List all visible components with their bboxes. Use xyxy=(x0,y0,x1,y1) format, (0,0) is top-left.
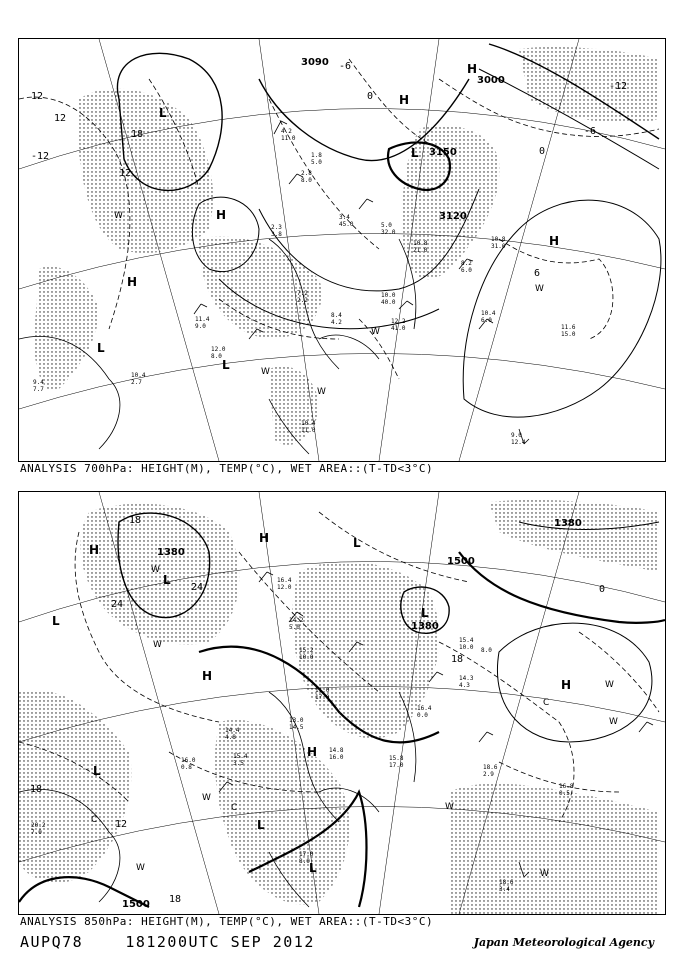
station-value: 4.8 xyxy=(225,734,236,741)
station-value: 9.0 xyxy=(511,432,522,439)
height-label: 3000 xyxy=(477,75,505,86)
wet-marker: W xyxy=(153,640,162,650)
wet-marker: W xyxy=(261,367,270,377)
station-value: 10.0 xyxy=(459,644,474,651)
isotherm-label: -6 xyxy=(339,61,352,72)
station-value: 0.5 xyxy=(559,790,570,797)
map-700hpa-svg xyxy=(19,39,665,461)
height-label: 1500 xyxy=(447,556,475,567)
height-label: 3120 xyxy=(439,211,467,222)
isotherm-label: 0 xyxy=(367,91,374,102)
product-code: AUPQ78 xyxy=(20,933,84,951)
isotherm-label: -6 xyxy=(584,126,597,137)
station-value: 10.4 xyxy=(131,372,146,379)
station-value: 14.2 xyxy=(289,617,304,624)
station-value: 16.0 xyxy=(181,757,196,764)
low-pressure-center: L xyxy=(97,341,105,355)
isotherm-label: 18 xyxy=(131,129,144,140)
station-value: 9.4 xyxy=(33,379,44,386)
station-value: 6.0 xyxy=(461,267,472,274)
isotherm-label: 0 xyxy=(599,584,606,595)
station-value: 15.2 xyxy=(299,647,314,654)
isotherm-label: -12 xyxy=(609,81,628,92)
station-value: 45.0 xyxy=(339,221,354,228)
station-value: 1.8 xyxy=(311,152,322,159)
high-pressure-center: H xyxy=(467,62,478,76)
station-value: 12.4 xyxy=(511,439,526,446)
station-value: 15.4 xyxy=(233,753,248,760)
product-header xyxy=(20,933,315,951)
station-value: 41.0 xyxy=(391,325,406,332)
wet-marker: W xyxy=(535,284,544,294)
high-pressure-center: H xyxy=(307,745,318,759)
station-value: 10.8 xyxy=(413,240,428,247)
wet-marker: C xyxy=(543,698,550,708)
height-label: 1380 xyxy=(554,518,582,529)
station-value: 17.0 xyxy=(315,694,330,701)
low-pressure-center: L xyxy=(309,861,317,875)
map-850hpa-svg xyxy=(19,492,665,914)
station-value: 14.8 xyxy=(329,747,344,754)
station-value: 9.0 xyxy=(195,323,206,330)
station-value: 16.4 xyxy=(417,705,432,712)
isotherm-label: 12 xyxy=(119,168,132,179)
station-value: 11.0 xyxy=(281,135,296,142)
high-pressure-center: H xyxy=(259,531,270,545)
station-value: 0.8 xyxy=(181,764,192,771)
station-value: 8.0 xyxy=(301,177,312,184)
caption-700hpa: ANALYSIS 700hPa: HEIGHT(M), TEMP(°C), WET AREA::(T-TD<3°C) xyxy=(20,462,434,475)
map-panel-850hpa xyxy=(18,491,666,915)
wet-marker: W xyxy=(151,565,160,575)
wet-marker: W xyxy=(605,680,614,690)
station-value: 14.4 xyxy=(225,727,240,734)
wet-marker: W xyxy=(445,802,454,812)
wet-marker: W xyxy=(540,869,549,879)
station-value: 4.2 xyxy=(281,128,292,135)
station-value: 20.2 xyxy=(31,822,46,829)
station-value: 14.5 xyxy=(289,724,304,731)
wet-marker: W xyxy=(317,387,326,397)
wet-marker: C xyxy=(231,803,238,813)
height-label: 3150 xyxy=(429,147,457,158)
high-pressure-center: H xyxy=(202,669,213,683)
isotherm-label: 12 xyxy=(31,91,44,102)
station-value: 10.0 xyxy=(299,654,314,661)
low-pressure-center: L xyxy=(159,106,167,120)
low-pressure-center: L xyxy=(93,764,101,778)
high-pressure-center: H xyxy=(216,208,227,222)
station-value: 10.0 xyxy=(381,292,396,299)
station-value: 5.0 xyxy=(311,159,322,166)
isotherm-label: 24 xyxy=(111,599,124,610)
isotherm-label: 0 xyxy=(539,146,546,157)
high-pressure-center: H xyxy=(127,275,138,289)
station-value: 18.6 xyxy=(499,879,514,886)
station-value: 8.0 xyxy=(299,858,310,865)
station-value: 11.0 xyxy=(315,687,330,694)
station-value: 11.4 xyxy=(195,316,210,323)
high-pressure-center: H xyxy=(549,234,560,248)
station-value: 8.4 xyxy=(331,312,342,319)
station-value: 10.4 xyxy=(481,310,496,317)
station-value: 18.6 xyxy=(483,764,498,771)
isotherm-label: -12 xyxy=(31,151,50,162)
station-value: 12.0 xyxy=(211,346,226,353)
station-value: 16.4 xyxy=(277,577,292,584)
height-label: 1500 xyxy=(122,899,150,910)
station-value: 3.4 xyxy=(339,214,350,221)
station-value: 14.3 xyxy=(459,675,474,682)
wet-marker: W xyxy=(609,717,618,727)
height-label: 3090 xyxy=(301,57,329,68)
station-value: 7.7 xyxy=(33,386,44,393)
station-value: 13.0 xyxy=(289,717,304,724)
station-value: 15.0 xyxy=(561,331,576,338)
station-value: 2.3 xyxy=(271,224,282,231)
station-value: 12.2 xyxy=(391,318,406,325)
station-value: 0.0 xyxy=(417,712,428,719)
isotherm-label: 12 xyxy=(115,819,128,830)
isotherm-label: 18 xyxy=(30,784,43,795)
station-value: 10.8 xyxy=(491,236,506,243)
station-value: 2.7 xyxy=(131,379,142,386)
station-value: 6.0 xyxy=(481,317,492,324)
isotherm-label: 12 xyxy=(54,113,67,124)
station-value: 16.8 xyxy=(559,783,574,790)
station-value: 7.0 xyxy=(31,829,42,836)
low-pressure-center: L xyxy=(257,818,265,832)
height-label: 1380 xyxy=(157,547,185,558)
station-value: 2.8 xyxy=(301,170,312,177)
wet-marker: W xyxy=(136,863,145,873)
station-value: 2.9 xyxy=(483,771,494,778)
wet-areas xyxy=(34,47,659,445)
height-label: 1380 xyxy=(411,621,439,632)
station-value: 15.4 xyxy=(459,637,474,644)
isotherm-label: 18 xyxy=(129,515,142,526)
station-value: 17.0 xyxy=(299,851,314,858)
low-pressure-center: L xyxy=(222,358,230,372)
station-value: 8.0 xyxy=(211,353,222,360)
low-pressure-center: L xyxy=(52,614,60,628)
station-value: 16.0 xyxy=(329,754,344,761)
isotherm-label: 18 xyxy=(169,894,182,905)
low-pressure-center: L xyxy=(353,536,361,550)
station-value: 3.5 xyxy=(233,760,244,767)
station-value: 5.0 xyxy=(289,624,300,631)
low-pressure-center: L xyxy=(411,146,419,160)
high-pressure-center: H xyxy=(89,543,100,557)
station-value: 8.2 xyxy=(461,260,472,267)
station-value: 3.8 xyxy=(271,231,282,238)
isotherm-label: 18 xyxy=(451,654,464,665)
wet-marker: C xyxy=(91,815,98,825)
wet-marker: W xyxy=(371,327,380,337)
station-value: 4.2 xyxy=(331,319,342,326)
station-value: 3.4 xyxy=(499,886,510,893)
wet-marker: W xyxy=(202,793,211,803)
agency-name: Japan Meteorological Agency xyxy=(473,936,654,949)
high-pressure-center: H xyxy=(399,93,410,107)
station-value: 17.0 xyxy=(389,762,404,769)
station-value: 4.3 xyxy=(459,682,470,689)
isotherm-label: 6 xyxy=(534,268,541,279)
station-value: 21.0 xyxy=(413,247,428,254)
high-pressure-center: H xyxy=(561,678,572,692)
low-pressure-center: L xyxy=(163,573,171,587)
station-value: 8.0 xyxy=(481,647,492,654)
station-value: 10.4 xyxy=(301,420,316,427)
station-value: 5.0 xyxy=(381,222,392,229)
station-value: 11.6 xyxy=(561,324,576,331)
station-value: 11.0 xyxy=(301,427,316,434)
valid-time: 181200UTC SEP 2012 xyxy=(125,933,315,951)
caption-850hpa: ANALYSIS 850hPa: HEIGHT(M), TEMP(°C), WET AREA::(T-TD<3°C) xyxy=(20,915,434,928)
station-value: 32.0 xyxy=(381,229,396,236)
station-value: 12.0 xyxy=(277,584,292,591)
wet-marker: W xyxy=(114,211,123,221)
station-value: 40.0 xyxy=(381,299,396,306)
low-pressure-center: L xyxy=(421,606,429,620)
station-value: 7.2 xyxy=(297,290,308,297)
station-value: 2.2 xyxy=(297,297,308,304)
isotherm-label: 24 xyxy=(191,582,204,593)
map-panel-700hpa xyxy=(18,38,666,462)
station-value: 31.0 xyxy=(491,243,506,250)
station-value: 15.8 xyxy=(389,755,404,762)
